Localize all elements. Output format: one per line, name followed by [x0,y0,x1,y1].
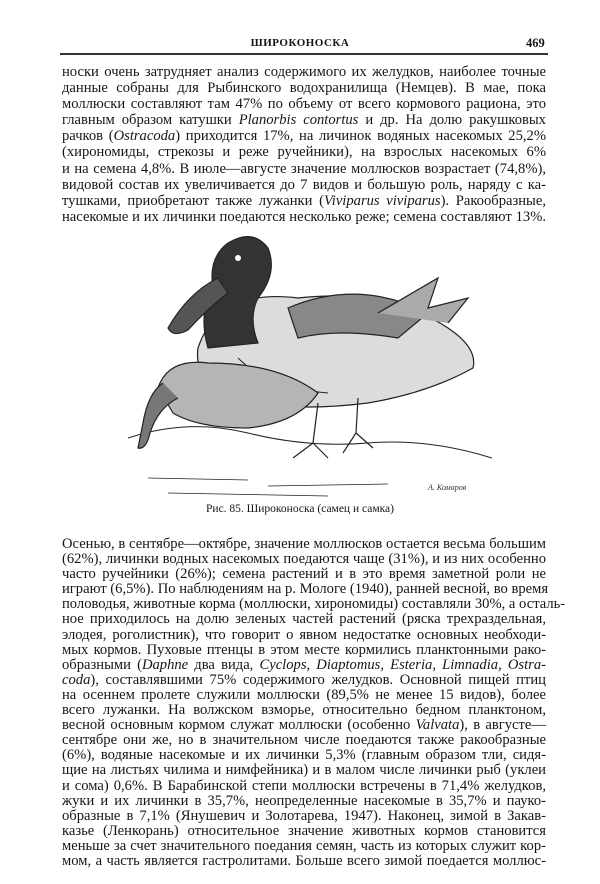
text-line [62,80,546,96]
text-run: данные собраны для Рыбинского водохранилища (Немцев). В мае, пока [62,80,546,97]
latin-taxon-name: Cyclops, Diaptomus, Esteria, Limnadia, Ostra- [259,656,546,673]
text-line [62,733,546,748]
text-run: мых кормов. Пуховые птенцы в этом месте кормились планктонными рако- [62,641,546,658]
text-line [62,612,546,627]
text-run: тушками, приобретают также лужанки ( [62,192,324,209]
text-run: два вида, [188,656,260,673]
text-run: моллюски составляют там 47% по объему от всего кормового рациона, это [62,96,546,113]
text-run: образными ( [62,656,142,673]
text-run: ное приходилось на долю зеленых частей растений (ряска трехраздельная, [62,611,546,628]
text-run: (6%), водяные насекомые и их личинки 5,3% (главным образом тли, сидя- [62,747,546,764]
text-line [62,96,546,112]
text-run: половодья, животные корма (моллюски, хирономиды) составляли 30%, а осталь- [62,596,566,613]
text-line [62,854,546,869]
body-text-top [62,64,546,225]
text-line [62,794,546,809]
text-line [62,718,546,733]
text-run: и сома) 0,6%. В Барабинской степи моллюски встречены в 71,4% желудков, [62,777,546,794]
text-line [62,177,546,193]
text-line [62,763,546,778]
latin-taxon-name: Viviparus viviparus [323,192,441,209]
text-line [62,824,546,839]
text-run: и др. На долю ракушковых [358,112,546,129]
shoveler-illustration [128,218,492,504]
text-line [62,537,546,552]
text-line [62,552,546,567]
text-run: щие на листьях чилима и нимфейника) и в малом числе личинки рыб (уклеи [62,762,546,779]
running-title: ШИРОКОНОСКА [250,37,350,49]
header-rule [60,53,548,55]
text-run: весной основным кормом служат моллюски (особенно [62,717,416,734]
text-run: (62%), личинки водных насекомых поедаются чаще (31%), и из них особенно [62,551,546,568]
text-line [62,839,546,854]
latin-taxon-name: Daphne [141,656,189,673]
text-line [62,748,546,763]
text-run: на осеннем пролете служили моллюски (89,5% не менее 15 видов), более [62,686,546,703]
text-run: Осенью, в сентябре—октябре, значение моллюсков остается весьма большим [62,536,546,552]
text-run: ). Ракообразные, [440,192,546,209]
text-line [62,112,546,128]
text-run: рачков ( [62,128,114,145]
text-line [62,144,546,160]
text-line [62,688,546,703]
text-run: меньше за счет значительного поедания семян, часть из которых служит кор- [62,837,546,854]
text-run: носки очень затрудняет анализ содержимого их желудков, наиболее точные [62,64,546,80]
latin-taxon-name: Valvata [415,717,460,734]
text-run: главным образом катушки [62,112,239,129]
text-line [62,128,546,144]
text-run: играют (6,5%). По наблюдениям на р. Мологе (1940), ранней весной, во время [62,581,549,598]
text-run: (хирономиды, стрекозы и реже ручейники), на взрослых насекомых 6% [62,144,546,161]
text-run: казье (Ленкорань) относительное значение животных кормов становится [62,822,546,839]
text-line [62,567,546,582]
text-line [62,673,546,688]
text-line [62,703,546,718]
text-run: ), в августе— [459,717,546,734]
figure-caption: Рис. 85. Широконоска (самец и самка) [206,503,394,515]
text-line [62,643,546,658]
text-run: ) приходится 17%, на личинок водяных насекомых 25,2% [175,128,547,145]
text-run: видовой состав их увеличивается до 7 видов и большую роль, наряду с ка- [62,176,546,193]
text-line [62,628,546,643]
text-line [62,64,546,80]
text-run: всего лужанки. На волжском взморье, относительно бедном планктоном, [62,702,546,719]
latin-taxon-name: Ostracoda [113,128,176,145]
latin-taxon-name: coda [62,671,91,688]
page-number: 469 [526,36,545,50]
artist-signature: А. Комаров [428,483,467,492]
text-run: насекомые и их личинки поедаются несколько реже; семена составляют 13%. [62,208,546,225]
text-line [62,658,546,673]
text-run: и на семена 4,8%. В июле—августе значение моллюсков возрастает (74,8%), [62,160,546,177]
text-line [62,581,549,598]
text-run: сентябре они же, но в значительном числе поедаются также ракообразные [62,732,546,749]
text-line [62,779,546,794]
latin-taxon-name: Planorbis contortus [238,112,359,129]
text-run: жуки и их личинки в 35,7%, неопределенные насекомые в 35,7% и пауко- [62,792,546,809]
text-line [62,596,566,613]
text-run: мом, а часть является гастролитами. Больше всего зимой поедается моллюс- [62,852,546,869]
text-line [62,193,546,209]
text-run: элодея, роголистник), что говорит о явном недостатке основных необходи- [62,626,546,643]
text-run: часто ручейники (26%); семена растений и в это время заметной роли не [62,566,546,583]
text-line [62,161,546,177]
text-line [62,809,546,824]
text-run: образные в 7,1% (Янушевич и Золотарева, 1947). Наконец, зимой в Закав- [62,807,546,824]
text-run: ), составлявшими 75% содержимого желудков. Основной пищей птиц [90,671,546,688]
body-text-bottom [62,536,566,869]
